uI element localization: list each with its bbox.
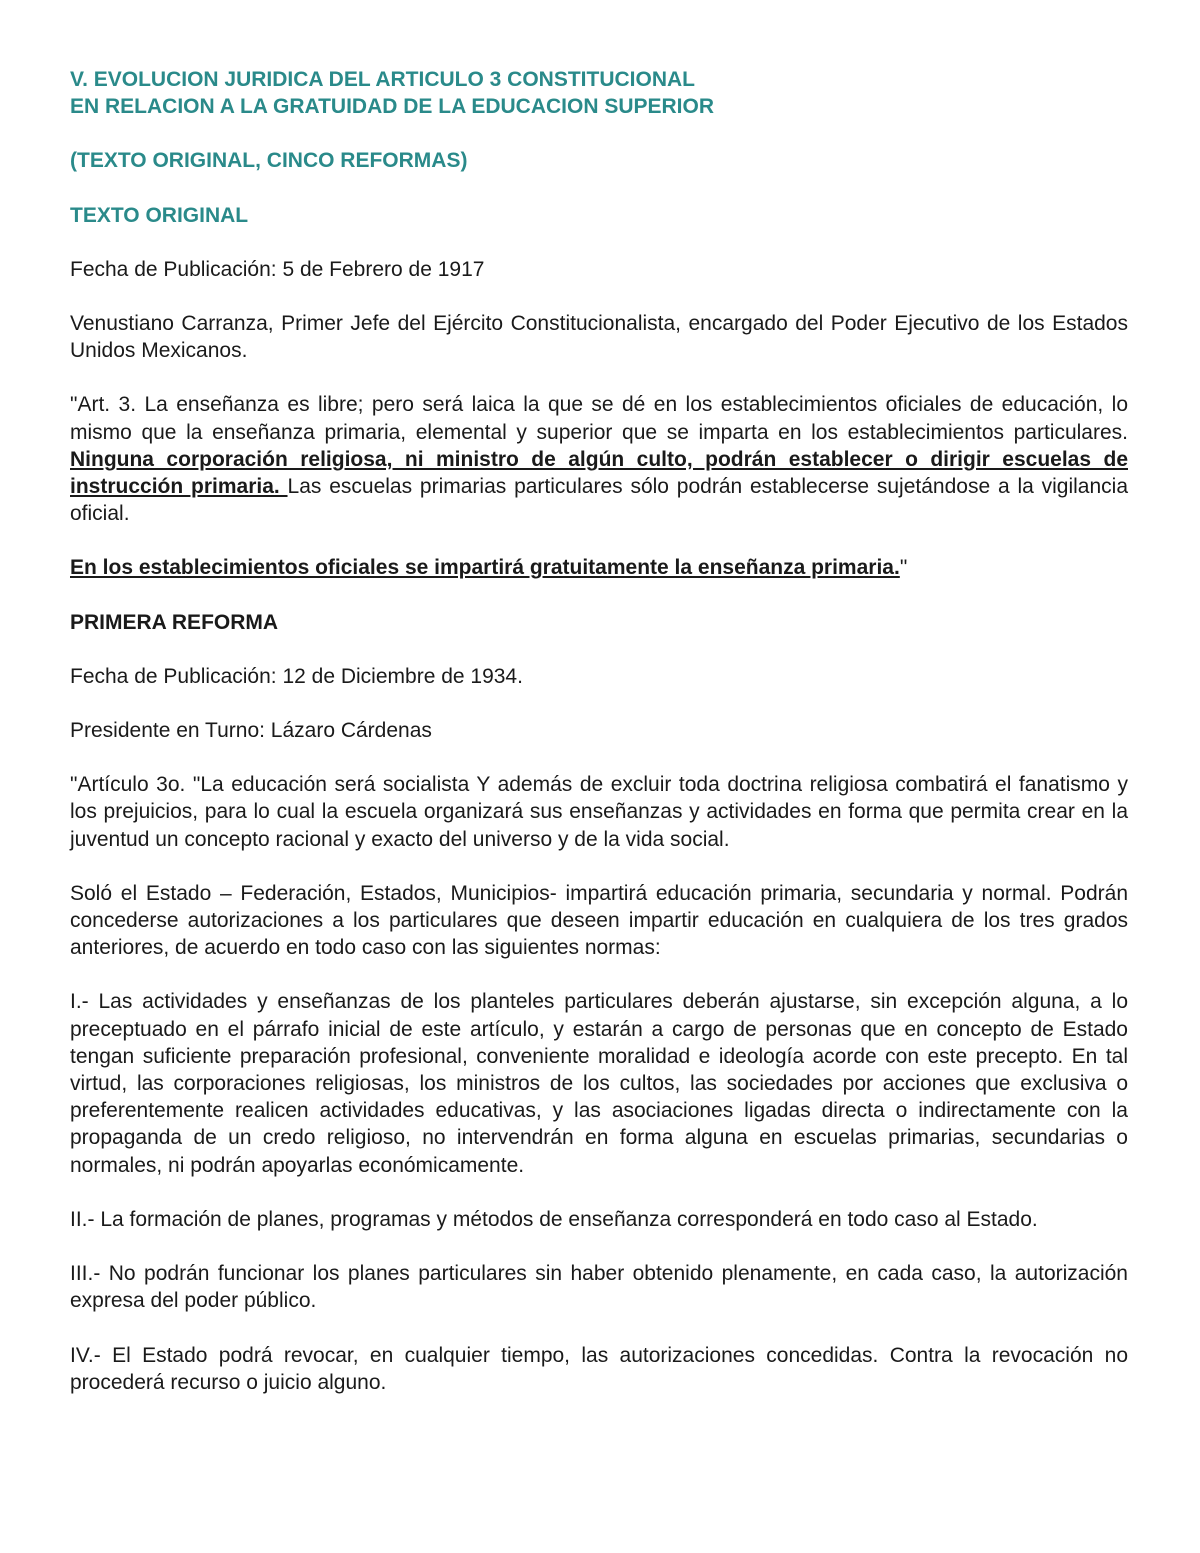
primera-paragraph-1: "Artículo 3o. "La educación será socialista Y además de excluir toda doctrina religiosa combatirá el fanatismo y los prejuicios, para lo cual la escuela organizará sus enseñanzas y actividades en forma que permita crear en la juventud un concepto racional y exacto del universo y de la vida social.	[70, 773, 1128, 851]
primera-fraccion-ii: II.- La formación de planes, programas y métodos de enseñanza corresponderá en todo caso al Estado.	[70, 1207, 1038, 1231]
primera-publication-date: Fecha de Publicación: 12 de Diciembre de 1934.	[70, 664, 523, 688]
document-title	[70, 66, 1128, 120]
gratuidad-closing-quote: "	[899, 556, 908, 580]
article-bold-clause: Ninguna corporación religiosa, ni ministro de algún culto, podrán establecer o dirigir escuelas de instrucción primaria.	[70, 447, 1128, 499]
primera-fraccion-i: I.- Las actividades y enseñanzas de los planteles particulares deberán ajustarse, sin excepción alguna, a lo preceptuado en el párrafo inicial de este artículo, y estarán a cargo de personas que en concepto de Estado tengan suficiente preparación profesional, conveniente moralidad e ideología acorde con este precepto. En tal virtud, las corporaciones religiosas, los ministros de los cultos, las sociedades por acciones que exclusiva o preferentemente realicen actividades educativas, y las asociaciones ligadas directa o indirectamente con la propaganda de un credo religioso, no intervendrán en forma alguna en escuelas primarias, secundarias o normales, ni podrán apoyarlas económicamente.	[70, 990, 1128, 1177]
article-intro-text: "Art. 3. La enseñanza es libre; pero será laica la que se dé en los establecimientos oficiales de educación, lo mismo que la enseñanza primaria, elemental y superior que se imparta en los establecimientos particulares.	[70, 393, 1128, 444]
gratuidad-paragraph	[70, 554, 1128, 581]
original-article-paragraph	[70, 391, 1128, 527]
original-text-heading: TEXTO ORIGINAL	[70, 203, 249, 227]
gratuidad-bold-clause: En los establecimientos oficiales se impartirá gratuitamente la enseñanza primaria.	[70, 556, 900, 580]
document-subtitle: (TEXTO ORIGINAL, CINCO REFORMAS)	[70, 149, 468, 173]
primera-president: Presidente en Turno: Lázaro Cárdenas	[70, 719, 432, 743]
title-line-1: V. EVOLUCION JURIDICA DEL ARTICULO 3 CONSTITUCIONAL	[70, 68, 695, 91]
title-line-2: EN RELACION A LA GRATUIDAD DE LA EDUCACION SUPERIOR	[70, 95, 715, 119]
primera-fraccion-iii: III.- No podrán funcionar los planes particulares sin haber obtenido plenamente, en cada caso, la autorización expresa del poder público.	[70, 1262, 1128, 1313]
primera-paragraph-2: Soló el Estado – Federación, Estados, Municipios- impartirá educación primaria, secundaria y normal. Podrán concederse autorizaciones a los particulares que deseen impartir educación en cualquiera de los tres grados anteriores, de acuerdo en todo caso con las siguientes normas:	[70, 881, 1128, 960]
original-publication-date: Fecha de Publicación: 5 de Febrero de 1917	[70, 257, 485, 281]
primera-reforma-heading: PRIMERA REFORMA	[70, 610, 279, 634]
primera-fraccion-iv: IV.- El Estado podrá revocar, en cualquier tiempo, las autorizaciones concedidas. Contra la revocación no procederá recurso o juicio alguno.	[70, 1343, 1128, 1394]
article-rest-text: Las escuelas primarias particulares sólo podrán establecerse sujetándose a la vigilancia oficial.	[70, 475, 1128, 526]
original-author: Venustiano Carranza, Primer Jefe del Ejército Constitucionalista, encargado del Poder Ejecutivo de los Estados Unidos Mexicanos.	[70, 312, 1128, 363]
document-page	[70, 66, 1128, 1423]
